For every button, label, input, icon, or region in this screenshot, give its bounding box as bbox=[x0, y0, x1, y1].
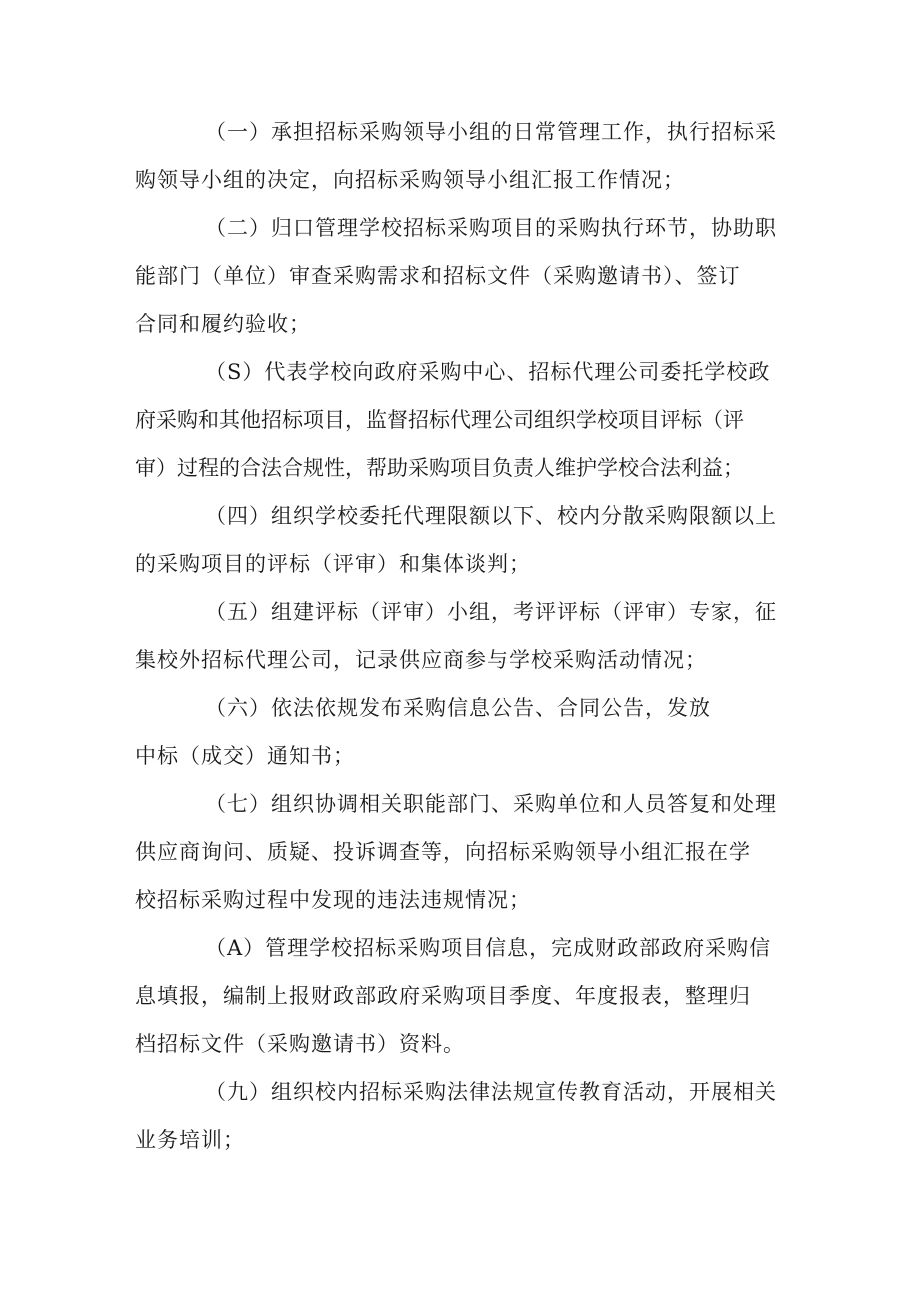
paragraph-line: （四）组织学校委托代理限额以下、校内分散采购限额以上 bbox=[205, 504, 777, 528]
paragraph-line: （A）管理学校招标采购项目信息，完成财政部政府采购信 bbox=[205, 936, 772, 960]
paragraph-line: 息填报，编制上报财政部政府采购项目季度、年度报表，整理归 bbox=[135, 984, 751, 1008]
paragraph-line: 审）过程的合法合规性，帮助采购项目负责人维护学校合法利益； bbox=[135, 456, 744, 480]
paragraph-line: 的采购项目的评标（评审）和集体谈判； bbox=[135, 552, 531, 576]
paragraph-line: （九）组织校内招标采购法律法规宣传教育活动，开展相关 bbox=[205, 1080, 777, 1104]
paragraph-line: 业务培训； bbox=[135, 1128, 245, 1152]
paragraph-line: （五）组建评标（评审）小组，考评评标（评审）专家，征 bbox=[205, 600, 777, 624]
paragraph-line: 合同和履约验收； bbox=[135, 312, 311, 336]
paragraph-line: 档招标文件（采购邀请书）资料。 bbox=[135, 1032, 465, 1056]
paragraph-line: （二）归口管理学校招标采购项目的采购执行环节，协助职 bbox=[205, 216, 777, 240]
paragraph-line: 能部门（单位）审查采购需求和招标文件（采购邀请书）、签订 bbox=[135, 264, 741, 288]
paragraph-line: 购领导小组的决定，向招标采购领导小组汇报工作情况； bbox=[135, 168, 685, 192]
paragraph-line: 校招标采购过程中发现的违法违规情况； bbox=[135, 888, 531, 912]
paragraph-line: （一）承担招标采购领导小组的日常管理工作，执行招标采 bbox=[205, 120, 777, 144]
paragraph-line: （S）代表学校向政府采购中心、招标代理公司委托学校政 bbox=[205, 360, 771, 384]
paragraph-line: 府采购和其他招标项目，监督招标代理公司组织学校项目评标（评 bbox=[135, 408, 744, 432]
paragraph-line: （六）依法依规发布采购信息公告、合同公告，发放 bbox=[205, 696, 711, 720]
paragraph-line: 中标（成交）通知书； bbox=[135, 744, 355, 768]
paragraph-line: 集校外招标代理公司，记录供应商参与学校采购活动情况； bbox=[135, 648, 707, 672]
paragraph-line: （七）组织协调相关职能部门、采购单位和人员答复和处理 bbox=[205, 792, 777, 816]
paragraph-line: 供应商询问、质疑、投诉调查等，向招标采购领导小组汇报在学 bbox=[135, 840, 751, 864]
